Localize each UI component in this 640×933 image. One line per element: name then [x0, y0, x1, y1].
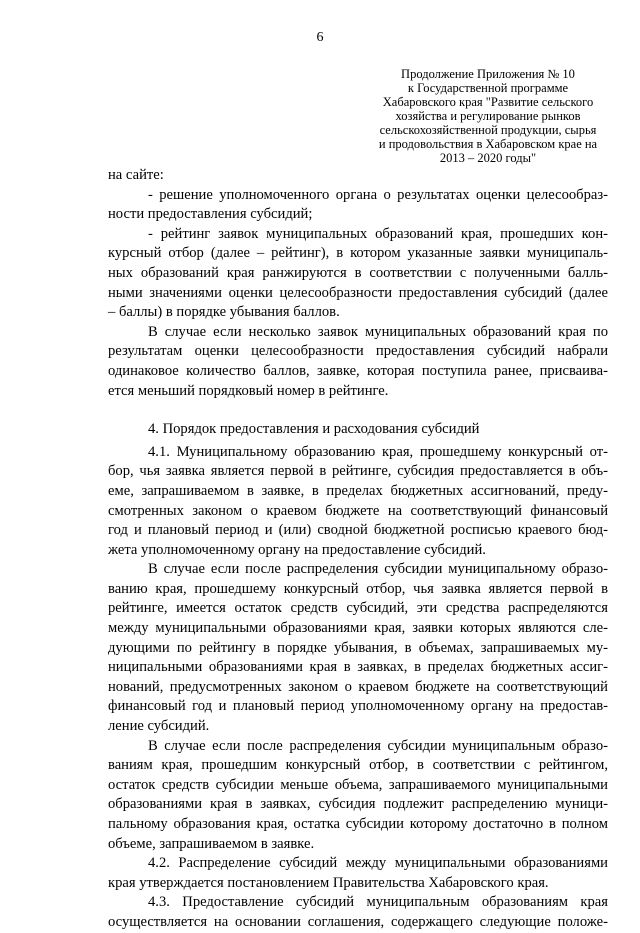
paragraph	[108, 225, 608, 323]
text-line: ными значениями оценки целесообразности предоставления субсидий (далее	[108, 284, 608, 301]
text-line: – баллы) в порядке убывания баллов.	[108, 304, 340, 321]
text-line: - рейтинг заявок муниципальных образований края, прошедших кон-	[148, 225, 608, 242]
text-line: ниципальными образованиями края в заявках, в пределах бюджетных ассиг-	[108, 659, 608, 676]
text-line: бор, чья заявка является первой в рейтинге, субсидия предоставляется в объ-	[108, 463, 608, 480]
header-line: 2013 – 2020 годы"	[439, 151, 537, 165]
paragraph	[108, 323, 608, 401]
text-line: объеме, запрашиваемом в заявке.	[108, 835, 315, 852]
text-line: 4.2. Распределение субсидий между муниципальными образованиями	[148, 855, 608, 872]
text-line: В случае если несколько заявок муниципальных образований края по	[148, 323, 608, 340]
text-line: год и плановый период и (или) сводной бюджетной росписью краевого бюд-	[108, 522, 608, 539]
document-body	[108, 166, 608, 933]
text-line: ности предоставления субсидий;	[108, 206, 313, 223]
text-line: ных образований края ранжируются в соответствии с полученными балль-	[108, 264, 608, 281]
text-line: одинаковое количество баллов, заявке, которая поступила ранее, присваива-	[108, 362, 608, 379]
text-line: - решение уполномоченного органа о результатах оценки целесообраз-	[148, 186, 608, 203]
text-line: В случае если после распределения субсидии муниципальному образо-	[148, 561, 608, 578]
text-line: на сайте:	[108, 167, 164, 183]
text-line: 4.3. Предоставление субсидий муниципальным образованиям края	[148, 894, 608, 911]
appendix-header	[365, 67, 611, 165]
text-line: финансовый год и плановый период уполномоченному органу на предостав-	[108, 698, 608, 715]
text-line: образованиями края в заявках, субсидия подлежит распределению муници-	[108, 796, 608, 813]
text-line: 4.1. Муниципальному образованию края, прошедшему конкурсный от-	[148, 443, 608, 460]
paragraph	[108, 166, 608, 186]
header-line: к Государственной программе	[407, 81, 569, 95]
text-line: жета уполномоченному органу на предоставление субсидий.	[108, 541, 486, 558]
text-line: пальному образования края, остатка субсидии которому достаточно в полном	[108, 816, 608, 832]
text-line: ваниям края, прошедшим конкурсный отбор, в соответствии с рейтингом,	[108, 757, 608, 774]
text-line: рейтинге, имеется остаток средств субсидий, эти средства распределяются	[108, 600, 608, 617]
paragraph	[108, 854, 608, 893]
text-line: остаток средств субсидии меньше объема, запрашиваемого муниципальными	[108, 776, 608, 793]
header-line: Продолжение Приложения № 10	[401, 67, 575, 81]
text-line: между муниципальными образованиями края, заявки которых являются сле-	[108, 620, 608, 637]
text-line: смотренных законом о краевом бюджете на соответствующий финансовый	[108, 502, 608, 519]
paragraph	[108, 186, 608, 225]
text-line: нований, предусмотренных законом о краевом бюджете на соответствующий	[108, 678, 608, 695]
text-line: результатам оценки целесообразности предоставления субсидий набрали	[108, 343, 608, 360]
header-line: и продовольствия в Хабаровском крае на	[378, 137, 598, 151]
text-line: дующими по рейтингу в порядке убывания, в объемах, запрашиваемых му-	[108, 639, 608, 656]
paragraph	[108, 737, 608, 855]
text-line: осуществляется на основании соглашения, содержащего следующие положе-	[108, 913, 608, 930]
text-line: ванию края, прошедшему конкурсный отбор, чья заявка является первой в	[108, 580, 608, 597]
text-line: ление субсидий.	[108, 718, 210, 735]
paragraph	[108, 443, 608, 561]
header-line: Хабаровского края "Развитие сельского	[382, 95, 594, 109]
section-heading: 4. Порядок предоставления и расходования субсидий	[148, 421, 480, 438]
text-line: ется меньший порядковый номер в рейтинге.	[108, 382, 389, 399]
header-line: сельскохозяйственной продукции, сырья	[379, 123, 597, 137]
text-line: края утверждается постановлением Правительства Хабаровского края.	[108, 874, 549, 891]
header-line: хозяйства и регулирование рынков	[395, 109, 581, 123]
text-line: В случае если после распределения субсидии муниципальным образо-	[148, 737, 608, 754]
text-line: курсный отбор (далее – рейтинг), в котором указанные заявки муниципаль-	[108, 245, 608, 262]
paragraph	[108, 560, 608, 736]
page-number: 6	[316, 30, 324, 45]
text-line: еме, запрашиваемом в заявке, в пределах бюджетных ассигнований, преду-	[108, 482, 608, 499]
paragraph	[108, 893, 608, 932]
